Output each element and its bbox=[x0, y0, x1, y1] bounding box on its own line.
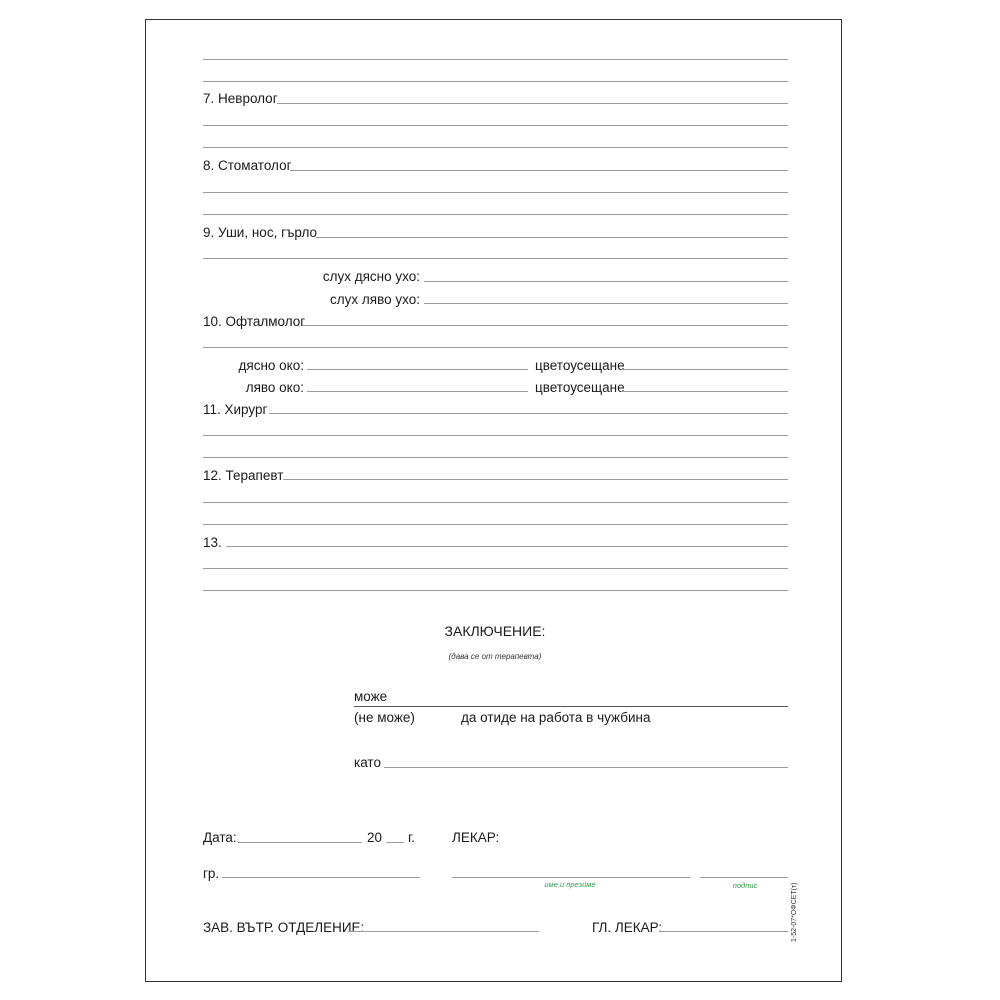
conclusion-as-line[interactable] bbox=[384, 767, 788, 768]
form-line[interactable] bbox=[316, 237, 788, 238]
section-label-neurologist: 7. Невролог bbox=[203, 91, 278, 106]
form-line[interactable] bbox=[203, 457, 788, 458]
left-eye-color-perception-label: цветоусещане bbox=[535, 380, 625, 395]
right-eye-color-perception-line[interactable] bbox=[621, 369, 788, 370]
left-ear-hearing-line[interactable] bbox=[424, 303, 788, 304]
dept-head-label: ЗАВ. ВЪТР. ОТДЕЛЕНИЕ: bbox=[203, 920, 365, 935]
conclusion-cannot: (не може) bbox=[354, 710, 415, 725]
city-line[interactable] bbox=[222, 877, 420, 878]
form-line bbox=[203, 81, 788, 82]
doctor-name-caption: име и презиме bbox=[544, 880, 596, 889]
form-line[interactable] bbox=[302, 325, 788, 326]
left-eye-line[interactable] bbox=[307, 391, 528, 392]
form-line bbox=[203, 59, 788, 60]
form-line[interactable] bbox=[203, 347, 788, 348]
section-label-surgeon: 11. Хирург bbox=[203, 402, 268, 417]
form-line[interactable] bbox=[203, 147, 788, 148]
form-line[interactable] bbox=[203, 435, 788, 436]
section-label-ent: 9. Уши, нос, гърло bbox=[203, 225, 318, 240]
section-label-13: 13. bbox=[203, 535, 222, 550]
conclusion-can: може bbox=[354, 689, 388, 704]
right-ear-hearing-label: слух дясно ухо: bbox=[322, 269, 420, 284]
print-code: 1-52-07*ОФСЕТ(т) bbox=[791, 882, 798, 942]
city-label: гр. bbox=[203, 866, 220, 881]
form-line[interactable] bbox=[203, 214, 788, 215]
form-line[interactable] bbox=[290, 170, 788, 171]
section-label-dentist: 8. Стоматолог bbox=[203, 158, 292, 173]
conclusion-subtitle: (дава се от терапевта) bbox=[448, 652, 542, 661]
chief-doctor-label: ГЛ. ЛЕКАР: bbox=[592, 920, 663, 935]
conclusion-phrase: да отиде на работа в чужбина bbox=[461, 710, 651, 725]
section-label-therapist: 12. Терапевт bbox=[203, 468, 284, 483]
date-line[interactable] bbox=[238, 842, 362, 843]
form-line[interactable] bbox=[283, 479, 788, 480]
form-line[interactable] bbox=[277, 103, 788, 104]
year-line[interactable] bbox=[386, 842, 404, 843]
left-eye-color-perception-line[interactable] bbox=[621, 391, 788, 392]
right-eye-color-perception-label: цветоусещане bbox=[535, 358, 625, 373]
doctor-label: ЛЕКАР: bbox=[452, 830, 500, 845]
date-label: Дата: bbox=[203, 830, 237, 845]
form-line[interactable] bbox=[203, 502, 788, 503]
right-eye-line[interactable] bbox=[307, 369, 528, 370]
left-eye-label: ляво око: bbox=[245, 380, 304, 395]
section-label-ophthalmologist: 10. Офталмолог bbox=[203, 314, 306, 329]
form-line[interactable] bbox=[203, 568, 788, 569]
year-suffix: г. bbox=[408, 830, 416, 845]
conclusion-title: ЗАКЛЮЧЕНИЕ: bbox=[444, 623, 546, 639]
right-ear-hearing-line[interactable] bbox=[424, 281, 788, 282]
form-line[interactable] bbox=[203, 524, 788, 525]
form-line[interactable] bbox=[203, 192, 788, 193]
doctor-signature-caption: подпис bbox=[732, 881, 758, 890]
form-line[interactable] bbox=[269, 413, 788, 414]
dept-head-line[interactable] bbox=[348, 931, 539, 932]
form-line[interactable] bbox=[226, 546, 788, 547]
conclusion-divider bbox=[354, 706, 788, 707]
form-line[interactable] bbox=[203, 590, 788, 591]
conclusion-as-label: като bbox=[354, 755, 381, 770]
form-line[interactable] bbox=[203, 125, 788, 126]
year-prefix: 20 bbox=[367, 830, 383, 845]
left-ear-hearing-label: слух ляво ухо: bbox=[330, 292, 420, 307]
right-eye-label: дясно око: bbox=[238, 358, 304, 373]
form-line[interactable] bbox=[203, 258, 788, 259]
chief-doctor-line[interactable] bbox=[660, 931, 788, 932]
